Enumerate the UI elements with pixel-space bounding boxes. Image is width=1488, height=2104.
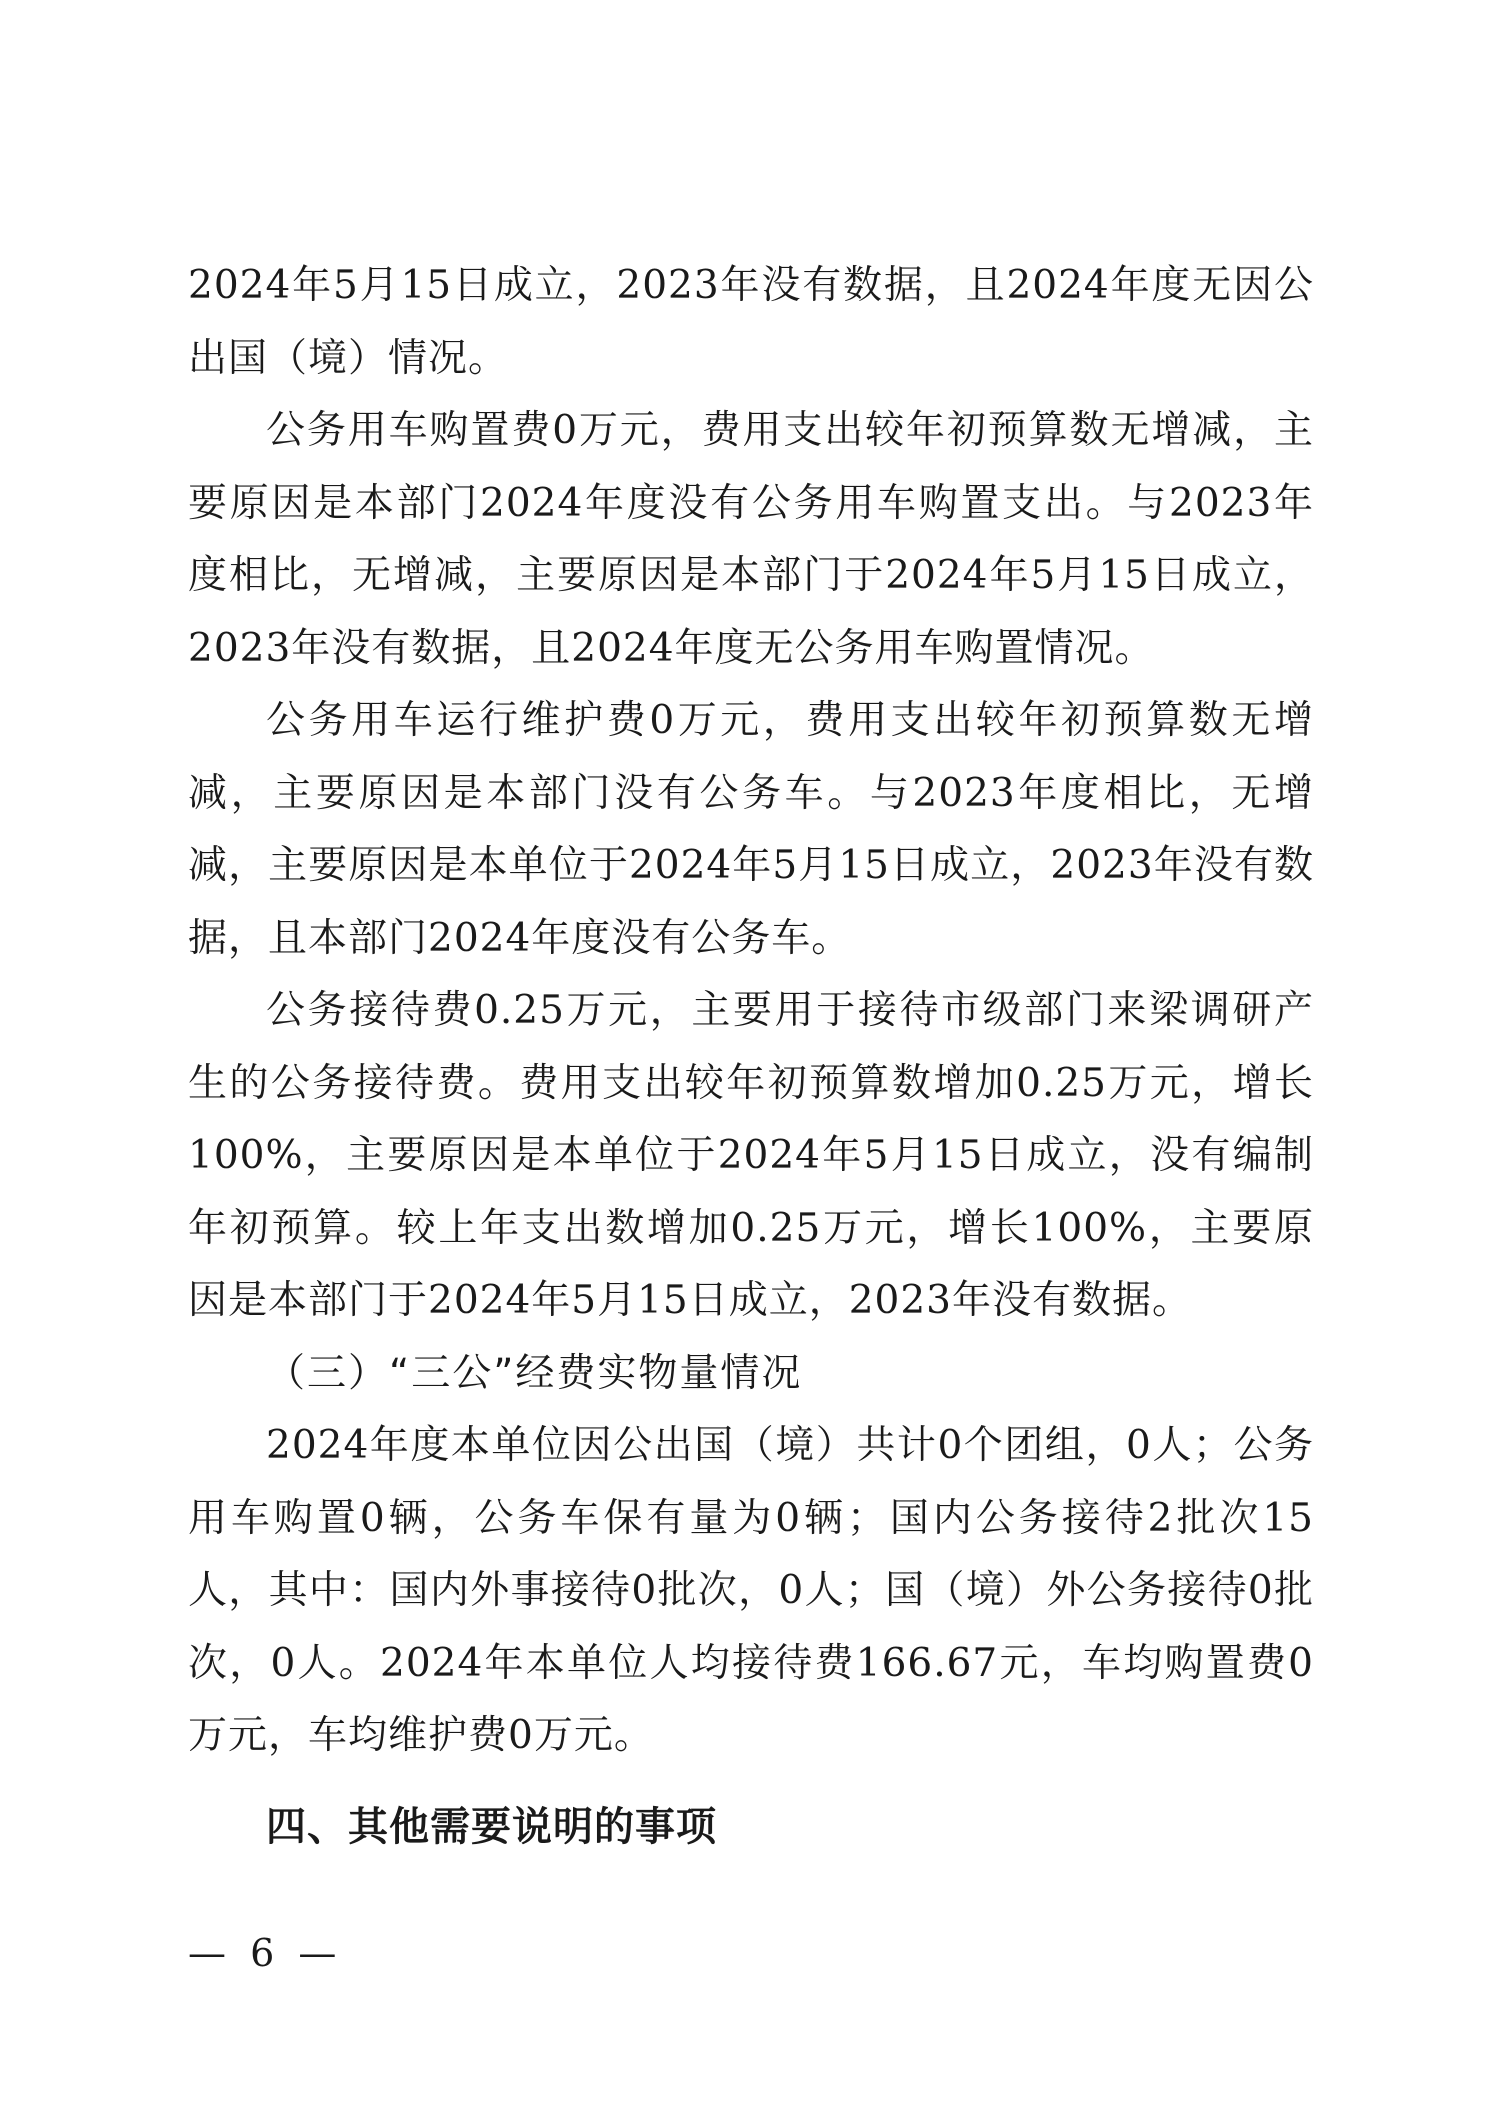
paragraph-reception-expense: 公务接待费0.25万元，主要用于接待市级部门来梁调研产生的公务接待费。费用支出较年初预算数增加0.25万元，增长100%，主要原因是本单位于2024年5月15日成立，没有编制年初预算。较上年支出数增加0.25万元，增长100%，主要原因是本部门于2024年5月15日成立，2023年没有数据。: [188, 988, 1314, 1323]
paragraph-physical-quantity: 2024年度本单位因公出国（境）共计0个团组，0人；公务用车购置0辆，公务车保有量为0辆；国内公务接待2批次15人，其中：国内外事接待0批次，0人；国（境）外公务接待0批次，0人。2024年本单位人均接待费166.67元，车均购置费0万元，车均维护费0万元。: [188, 1423, 1314, 1758]
subheading-physical-quantity: （三）“三公”经费实物量情况: [266, 1350, 803, 1396]
paragraph-continuation: 2024年5月15日成立，2023年没有数据，且2024年度无因公出国（境）情况。: [188, 263, 1314, 381]
document-body: [188, 250, 1314, 1863]
page-number: — 6 —: [188, 1931, 343, 1975]
section-heading-other-matters: 四、其他需要说明的事项: [266, 1803, 717, 1850]
paragraph-vehicle-maintenance: 公务用车运行维护费0万元，费用支出较年初预算数无增减，主要原因是本部门没有公务车。与2023年度相比，无增减，主要原因是本单位于2024年5月15日成立，2023年没有数据，且本部门2024年度没有公务车。: [188, 698, 1314, 961]
paragraph-vehicle-purchase: 公务用车购置费0万元，费用支出较年初预算数无增减，主要原因是本部门2024年度没有公务用车购置支出。与2023年度相比，无增减，主要原因是本部门于2024年5月15日成立，2023年没有数据，且2024年度无公务用车购置情况。: [188, 408, 1314, 671]
